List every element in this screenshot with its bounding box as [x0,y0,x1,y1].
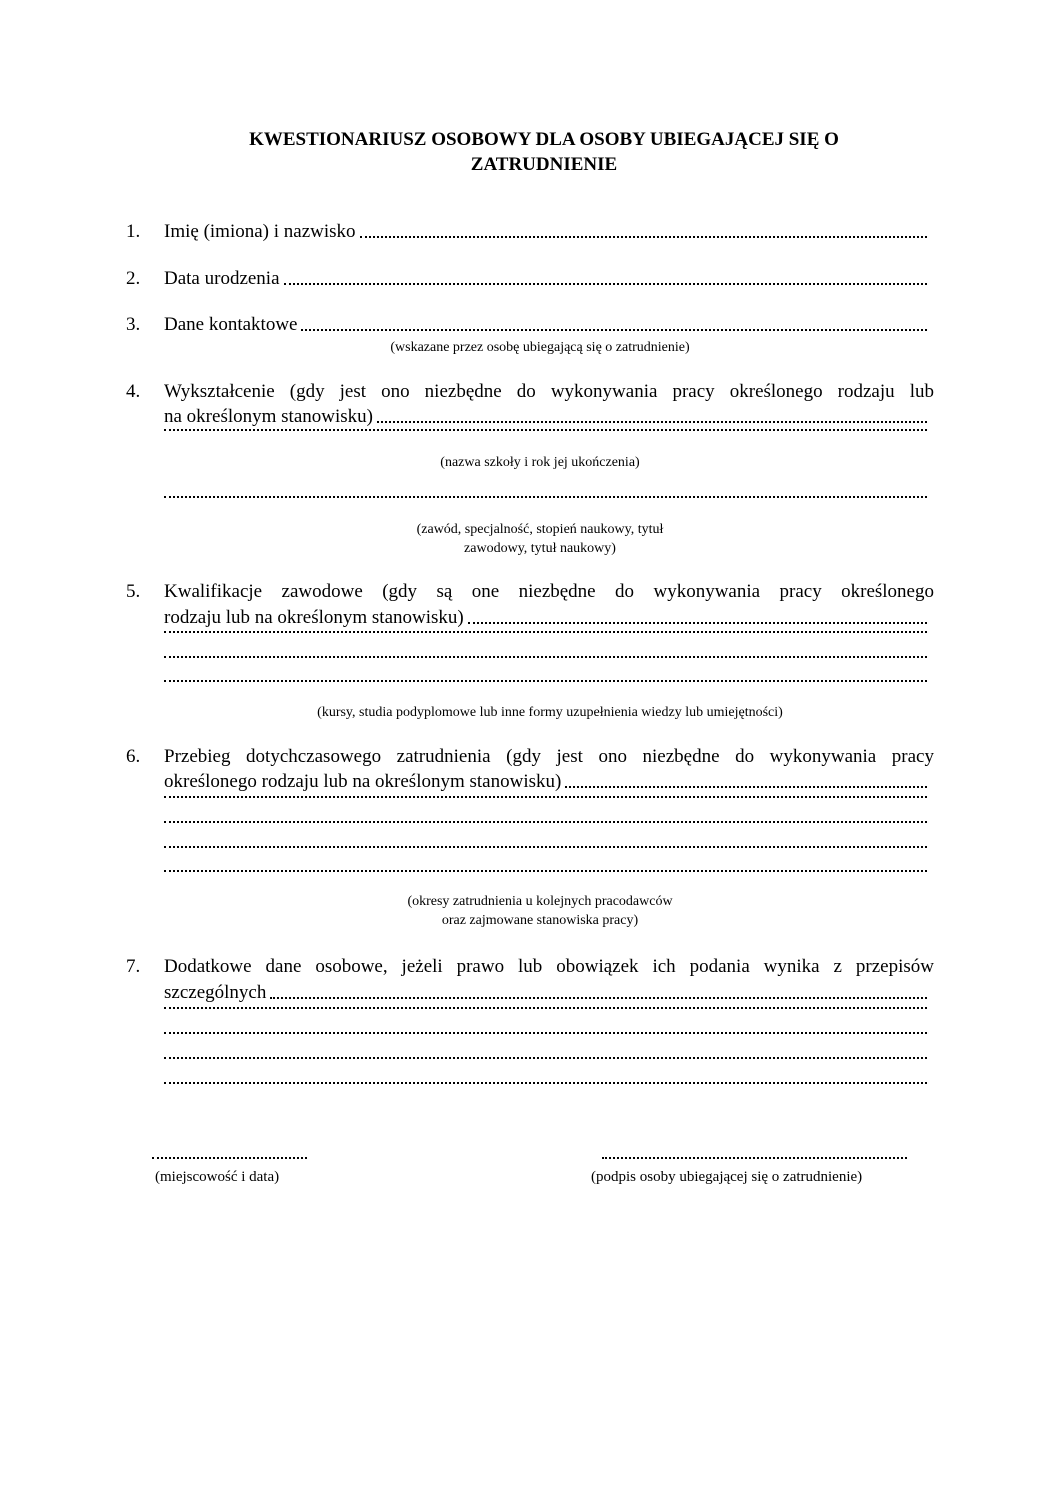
item-1-row [0,220,1058,244]
item-4-row-2 [0,405,1058,429]
blank-field[interactable] [164,630,927,639]
fill-line [164,1081,927,1084]
blank-field[interactable] [164,795,927,804]
item-5-field[interactable] [164,606,927,630]
blank-field[interactable] [164,495,927,504]
hint-line: oraz zajmowane stanowiska pracy) [441,913,639,928]
signature-line[interactable] [602,1155,907,1159]
item-6-blank-line [0,845,1058,869]
item-2-field[interactable] [164,267,927,291]
item-5-blank-line [0,679,1058,703]
hint-line: (zawód, specjalność, stopień naukowy, tytuł [416,522,664,537]
fill-line [164,655,927,658]
item-7-blank-line [0,1006,1058,1030]
item-5-row [0,580,1058,604]
item-7-blank-line [0,1056,1058,1080]
item-3-field[interactable] [164,313,927,337]
item-number: 2. [126,268,141,289]
title-line-1: KWESTIONARIUSZ OSOBOWY DLA OSOBY UBIEGAJĄCEJ SIĘ O [249,129,839,150]
fill-line [164,869,927,872]
fill-line [301,328,927,331]
item-7-field[interactable] [164,981,927,1005]
fill-line [164,1006,927,1009]
item-5-hint: (kursy, studia podyplomowe lub inne formy uzupełnienia wiedzy lub umiejętności) [317,705,783,720]
item-7-row-2 [0,981,1058,1005]
item-6-row [0,745,1058,769]
item-3-hint: (wskazane przez osobę ubiegającą się o zatrudnienie) [390,340,690,355]
item-2-row [0,267,1058,291]
fill-line [164,820,927,823]
item-label: rodzaju lub na określonym stanowisku) [164,607,464,628]
fill-line [164,428,927,431]
item-7-blank-line [0,1081,1058,1105]
item-5-row-2 [0,606,1058,630]
item-3-row [0,313,1058,337]
fill-line [468,621,927,624]
fill-line [164,845,927,848]
fill-line [565,785,927,788]
item-6-blank-line [0,869,1058,893]
place-date-line[interactable] [152,1155,307,1159]
item-number: 1. [126,221,141,242]
item-4-blank-line [0,428,1058,452]
item-label: Data urodzenia [164,268,280,289]
item-7-blank-line [0,1031,1058,1055]
place-date-label: (miejscowość i data) [155,1169,280,1185]
blank-field[interactable] [164,428,927,437]
hint-line: (okresy zatrudnienia u kolejnych pracodawców [407,894,673,909]
item-label: Dane kontaktowe [164,314,298,335]
item-text-line: Dodatkowe dane osobowe, jeżeli prawo lub obowiązek ich podania wynika z przepisów [164,956,934,977]
item-text-line: Wykształcenie (gdy jest ono niezbędne do wykonywania pracy określonego rodzaju lub [164,381,934,402]
fill-line [164,495,927,498]
hint-line: zawodowy, tytuł naukowy) [464,541,616,556]
blank-field[interactable] [164,655,927,664]
item-number: 6. [126,746,141,767]
item-label: określonego rodzaju lub na określonym stanowisku) [164,771,562,792]
item-6-blank-line [0,820,1058,844]
item-label: na określonym stanowisku) [164,406,373,427]
fill-line [377,420,927,423]
signature-label: (podpis osoby ubiegającej się o zatrudnienie) [591,1169,863,1185]
fill-line [164,1056,927,1059]
item-6-blank-line [0,795,1058,819]
fill-line [164,679,927,682]
item-6-field[interactable] [164,770,927,794]
blank-field[interactable] [164,1031,927,1040]
item-6-hint [300,892,780,930]
document-title [150,127,938,177]
fill-line [284,282,927,285]
item-number: 5. [126,581,141,602]
fill-line [164,1031,927,1034]
fill-line [164,630,927,633]
blank-field[interactable] [164,869,927,878]
item-4-blank-line-2 [0,495,1058,519]
item-4-row [0,380,1058,404]
item-number: 7. [126,956,141,977]
item-4-field[interactable] [164,405,927,429]
item-label: szczególnych [164,982,267,1003]
blank-field[interactable] [164,679,927,688]
item-text-line: Kwalifikacje zawodowe (gdy są one niezbędne do wykonywania pracy określonego [164,581,934,602]
item-4-hint-school: (nazwa szkoły i rok jej ukończenia) [440,455,640,470]
item-text-line: Przebieg dotychczasowego zatrudnienia (gdy jest ono niezbędne do wykonywania pracy [164,746,934,767]
blank-field[interactable] [164,845,927,854]
blank-field[interactable] [164,1006,927,1015]
blank-field[interactable] [164,820,927,829]
fill-line [360,235,927,238]
fill-line [164,795,927,798]
item-number: 3. [126,314,141,335]
item-1-field[interactable] [164,220,927,244]
item-6-row-2 [0,770,1058,794]
item-label: Imię (imiona) i nazwisko [164,221,356,242]
item-4-hint-profession [300,520,780,558]
fill-line [270,996,927,999]
blank-field[interactable] [164,1056,927,1065]
title-line-2: ZATRUDNIENIE [470,154,618,175]
blank-field[interactable] [164,1081,927,1090]
item-5-blank-line [0,630,1058,654]
item-7-row [0,955,1058,979]
item-5-blank-line [0,655,1058,679]
item-number: 4. [126,381,141,402]
